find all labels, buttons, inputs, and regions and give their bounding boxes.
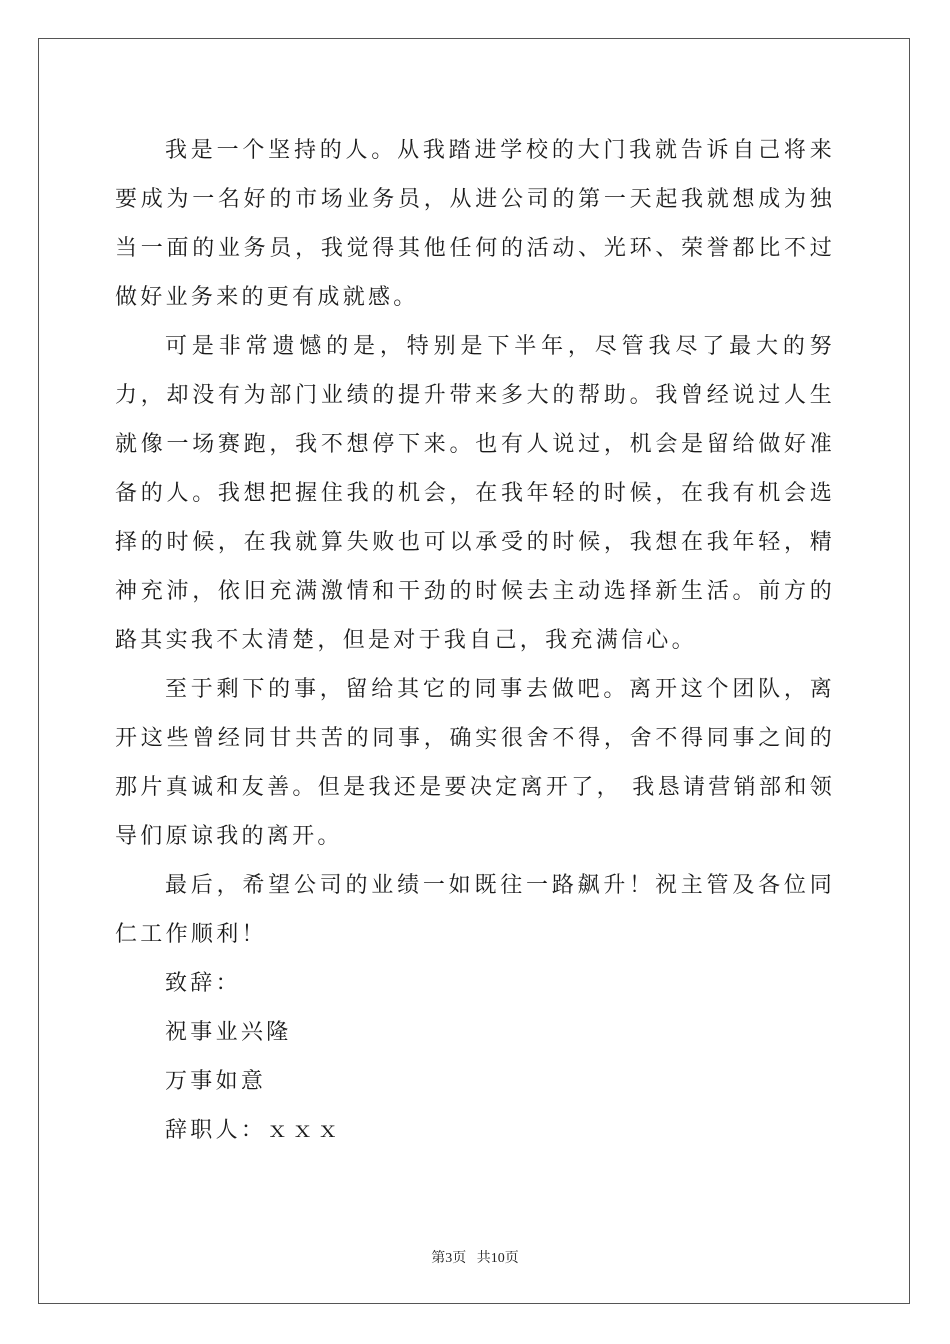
paragraph-1: 我是一个坚持的人。从我踏进学校的大门我就告诉自己将来要成为一名好的市场业务员，从进公司的第一天起我就想成为独当一面的业务员，我觉得其他任何的活动、光环、荣誉都比不过做好业务来的更有成就感。 [115,138,835,310]
page-number: 第3页 [431,1251,467,1266]
closing-wish-2: 万事如意 [165,1069,267,1094]
closing-wish-1: 祝事业兴隆 [165,1020,292,1045]
paragraph-4: 最后，希望公司的业绩一如既往一路飙升！祝主管及各位同仁工作顺利！ [115,873,835,947]
paragraph-2: 可是非常遗憾的是，特别是下半年，尽管我尽了最大的努力，却没有为部门业绩的提升带来多大的帮助。我曾经说过人生就像一场赛跑，我不想停下来。也有人说过，机会是留给做好准备的人。我想把握住我的机会，在我年轻的时候，在我有机会选择的时候，在我就算失败也可以承受的时候，我想在我年轻，精神充沛，依旧充满激情和干劲的时候去主动选择新生活。前方的路其实我不太清楚，但是对于我自己，我充满信心。 [115,334,835,653]
closing-salutation: 致辞： [165,971,241,996]
document-body [115,126,835,1155]
paragraph-3: 至于剩下的事，留给其它的同事去做吧。离开这个团队，离开这些曾经同甘共苦的同事，确实很舍不得，舍不得同事之间的那片真诚和友善。但是我还是要决定离开了， 我恳请营销部和领导们原谅我的离开。 [115,677,835,849]
signature-line: 辞职人：ｘｘｘ [165,1118,343,1143]
page-footer [0,1247,950,1267]
page-total: 共10页 [476,1251,519,1266]
